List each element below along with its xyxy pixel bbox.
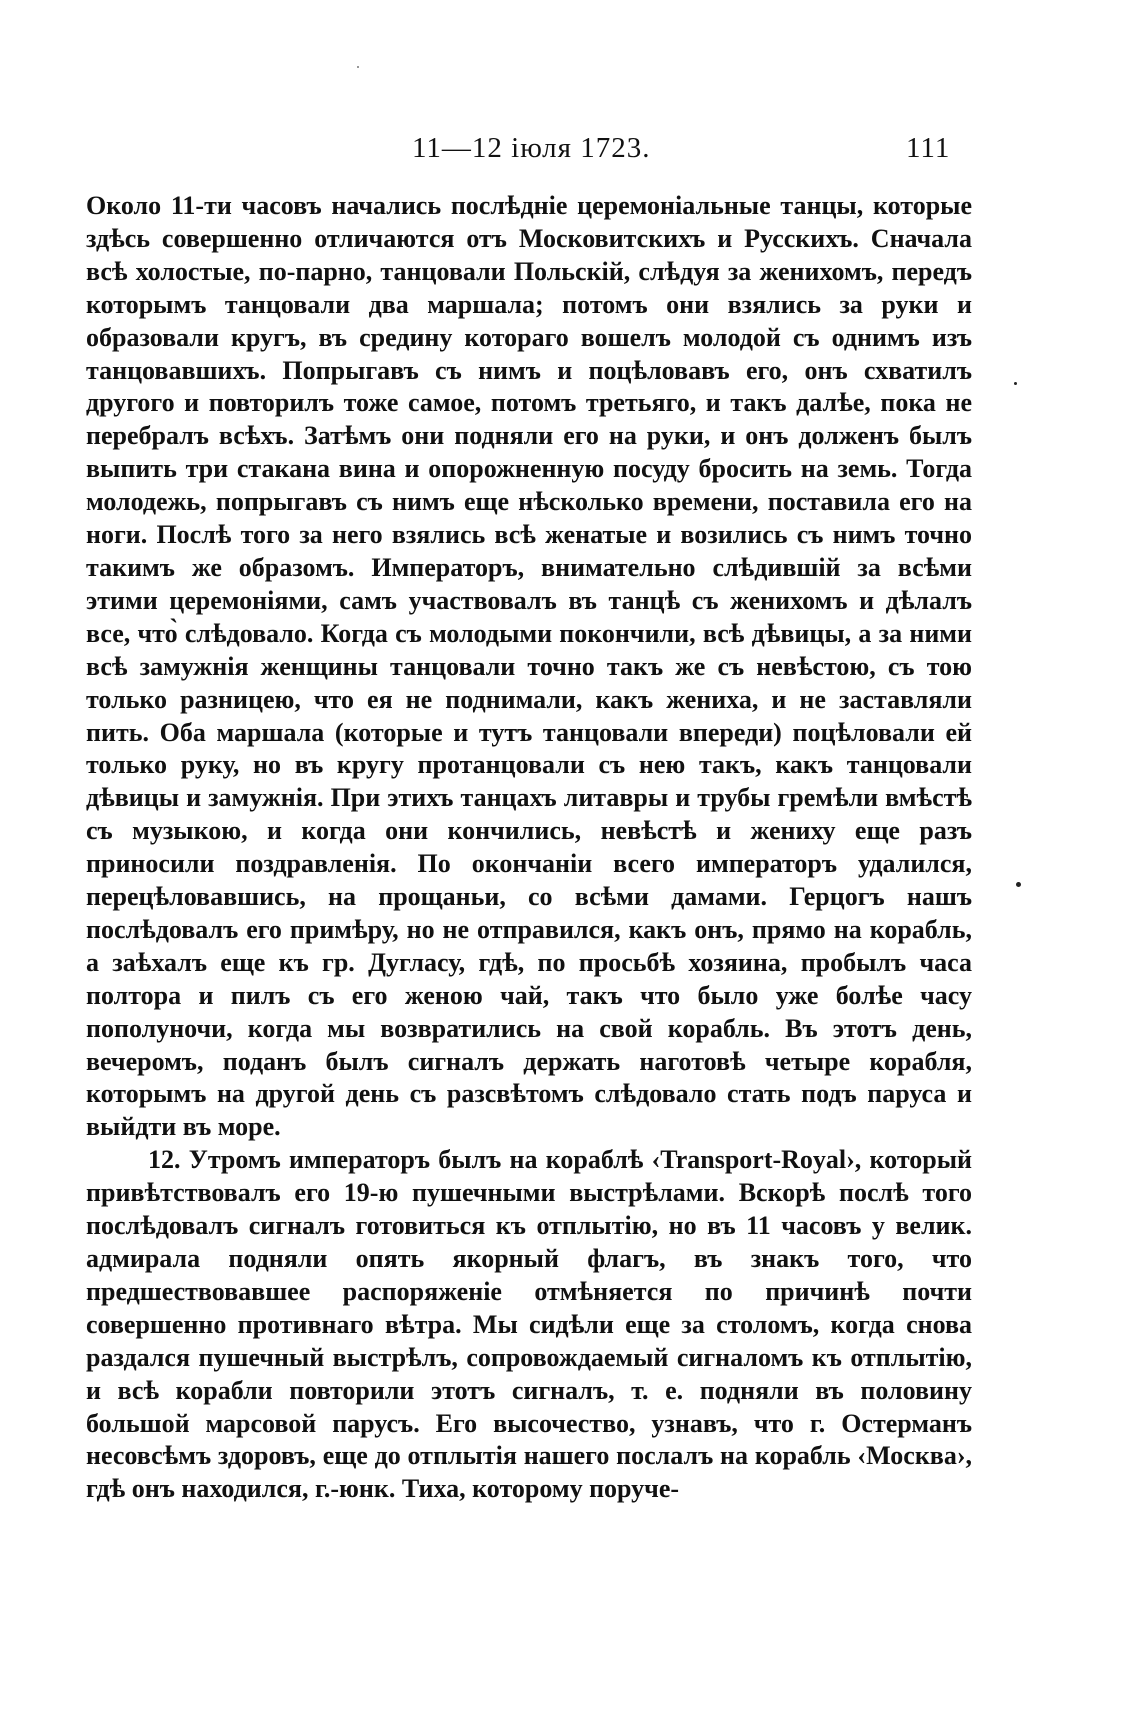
paragraph-2: 12. Утромъ императоръ былъ на кораблѣ ‹Transport-Royal›, который привѣтствовалъ его 19-ю пушечными выстрѣлами. Вскорѣ послѣ того послѣдовалъ сигналъ готовиться къ отплытію, но въ 11 часовъ у велик. адмирала подняли опять якорный флагъ, въ знакъ того, что предшествовавшее распоряженіе отмѣняется по причинѣ почти совершенно противнаго вѣтра. Мы сидѣли еще за столомъ, когда снова раздался пушечный выстрѣлъ, сопровождаемый сигналомъ къ отплытію, и всѣ корабли повторили этотъ сигналъ, т. е. подняли въ половину большой марсовой парусъ. Его высочество, узнавъ, что г. Остерманъ несовсѣмъ здоровъ, еще до отплытія нашего послалъ на корабль ‹Москва›, гдѣ онъ находился, г.-юнк. Тиха, которому поруче- [86,1145,972,1504]
paragraph-1: Около 11-ти часовъ начались послѣдніе церемоніальные танцы, которые здѣсь совершенно отличаются отъ Московитскихъ и Русскихъ. Сначала всѣ холостые, по-парно, танцовали Польскій, слѣдуя за женихомъ, передъ которымъ танцовали два маршала; потомъ они взялись за руки и образовали кругъ, въ средину котораго вошелъ молодой съ однимъ изъ танцовавшихъ. Попрыгавъ съ нимъ и поцѣловавъ его, онъ схватилъ другого и повторилъ тоже самое, потомъ третьяго, и такъ далѣе, пока не перебралъ всѣхъ. Затѣмъ они подняли его на руки, и онъ долженъ былъ выпить три стакана вина и опорожненную посуду бросить на земь. Тогда молодежь, попрыгавъ съ нимъ еще нѣсколько времени, поставила его на ноги. Послѣ того за него взялись всѣ женатые и возились съ нимъ точно такимъ же образомъ. Императоръ, внимательно слѣдившій за всѣми этими церемоніями, самъ участвовалъ въ танцѣ съ женихомъ и дѣлалъ все, что̀ слѣдовало. Когда съ молодыми покончили, всѣ дѣвицы, а за ними всѣ замужнія женщины танцовали точно такъ же съ невѣстою, съ тою только разницею, что ея не поднимали, какъ жениха, и не заставляли пить. Оба маршала (которые и тутъ танцовали впереди) поцѣловали ей только руку, но въ кругу протанцовали съ нею такъ, какъ танцовали дѣвицы и замужнія. При этихъ танцахъ литавры и трубы гремѣли вмѣстѣ съ музыкою, и когда они кончились, невѣстѣ и жениху еще разъ приносили поздравленія. По окончаніи всего императоръ удалился, перецѣловавшись, на прощаньи, со всѣми дамами. Герцогъ нашъ послѣдовалъ его примѣру, но не отправился, какъ онъ, прямо на корабль, а заѣхалъ еще къ гр. Дугласу, гдѣ, по просьбѣ хозяина, пробылъ часа полтора и пилъ съ его женою чай, такъ что было уже болѣе часу пополуночи, когда мы возвратились на свой корабль. Въ этотъ день, вечеромъ, поданъ былъ сигналъ держать наготовѣ четыре корабля, которымъ на другой день съ разсвѣтомъ слѣдовало стать подъ паруса и выйдти въ море. [86,191,972,1142]
running-title: 11—12 іюля 1723. [412,132,651,164]
running-header [0,132,1140,172]
margin-speck [357,66,359,68]
body-text [86,190,972,1506]
page-number: 111 [906,132,951,164]
margin-speck [1016,882,1021,887]
margin-speck [1014,382,1017,385]
